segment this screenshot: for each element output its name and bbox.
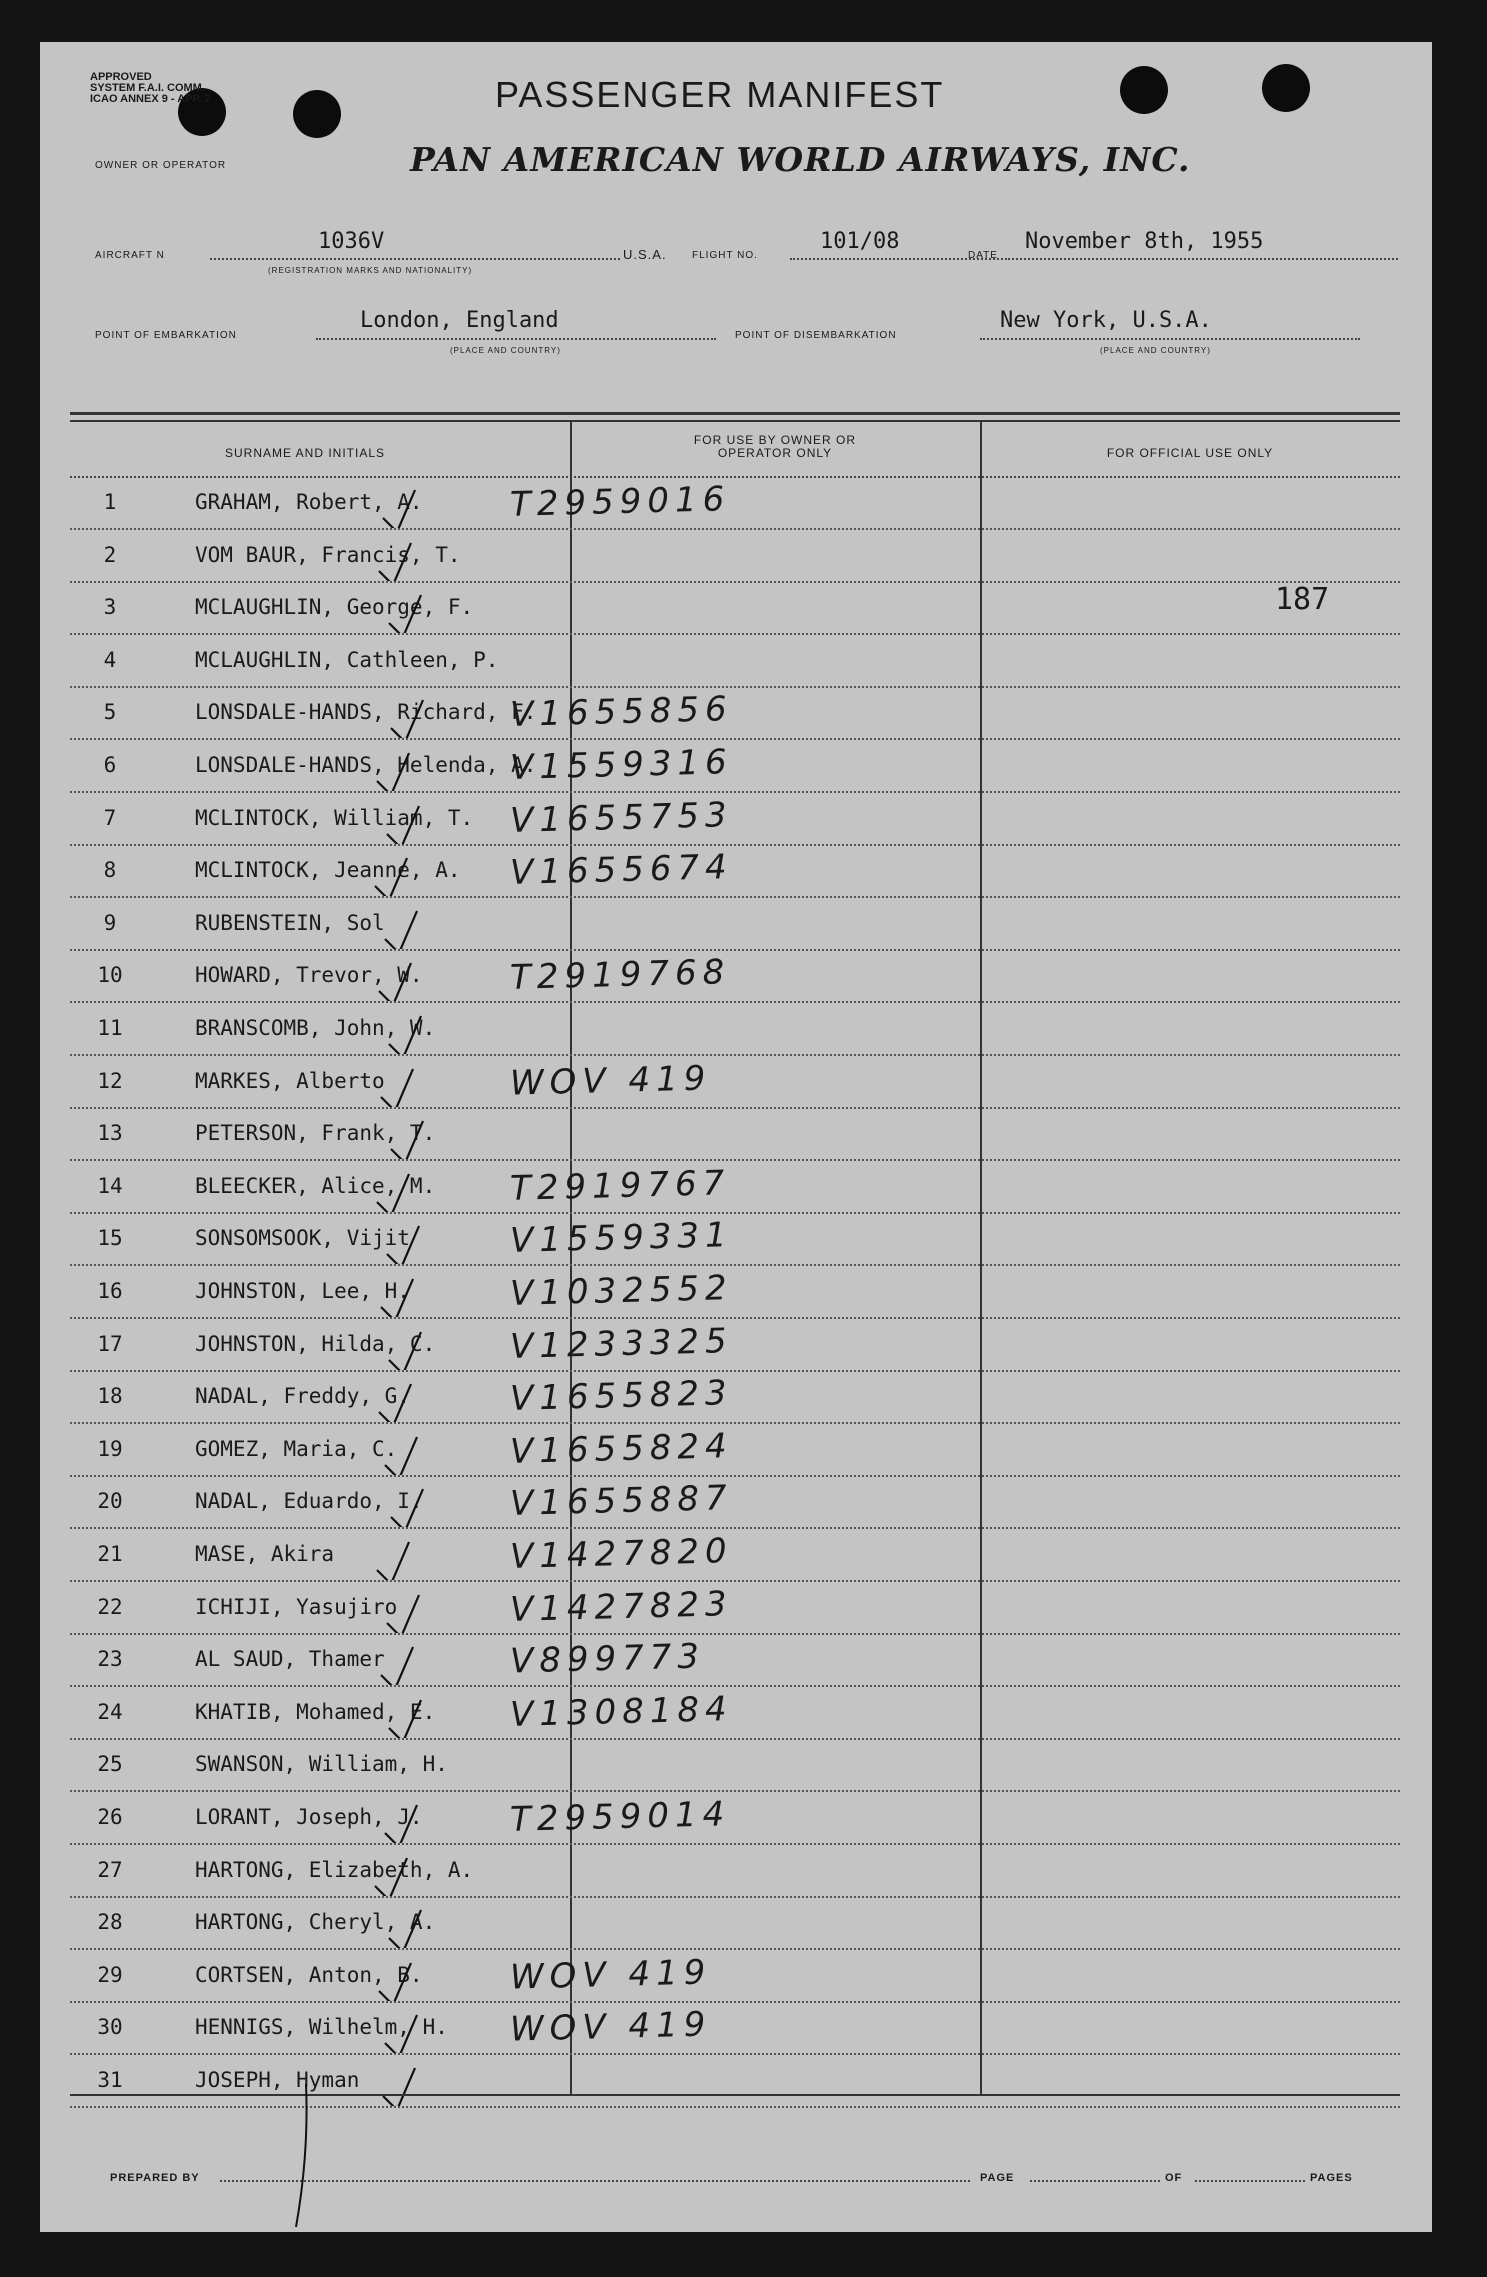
- passenger-name: NADAL, Eduardo, I.: [195, 1489, 423, 1514]
- check-mark-icon: [369, 1534, 449, 1580]
- aircraft-value: 1036V: [318, 229, 385, 254]
- punch-hole: [293, 90, 341, 138]
- passport-number: V1233325: [509, 1320, 734, 1367]
- passport-number: WOV 419: [509, 1057, 712, 1104]
- table-row: [70, 1477, 1400, 1529]
- row-number: 25: [97, 1752, 123, 1777]
- col-header-official: FOR OFFICIAL USE ONLY: [1106, 446, 1274, 460]
- table-row: [70, 846, 1400, 898]
- table-row: [70, 1004, 1400, 1056]
- passenger-name: GRAHAM, Robert, A.: [195, 490, 423, 514]
- check-mark-icon: [379, 1587, 459, 1633]
- disembarkation-value: New York, U.S.A.: [1000, 308, 1212, 333]
- table-row: [70, 1214, 1400, 1266]
- row-number: 28: [97, 1910, 123, 1935]
- passport-number: V1427823: [509, 1583, 734, 1630]
- row-number: 23: [97, 1647, 123, 1672]
- row-number: 12: [97, 1068, 123, 1093]
- check-mark-icon: [369, 745, 449, 791]
- passport-number: WOV 419: [509, 1952, 712, 1998]
- row-number: 5: [103, 700, 117, 725]
- passport-number: V1655856: [509, 689, 734, 736]
- check-mark-icon: [371, 1376, 451, 1422]
- row-number: 15: [97, 1226, 123, 1251]
- passport-number: V1655887: [509, 1478, 734, 1525]
- row-number: 18: [97, 1384, 123, 1409]
- table-row: [70, 1846, 1400, 1898]
- check-mark-icon: [377, 1797, 457, 1843]
- table-row: [70, 1057, 1400, 1109]
- punch-hole: [1262, 64, 1310, 112]
- passport-number: T2919767: [509, 1162, 731, 1209]
- passenger-name: JOHNSTON, Hilda, C.: [195, 1331, 436, 1356]
- passenger-name: NADAL, Freddy, G.: [195, 1384, 410, 1409]
- passport-number: V899773: [509, 1636, 706, 1682]
- row-number: 2: [103, 542, 117, 567]
- row-number: 19: [97, 1436, 123, 1461]
- passenger-name: BLEECKER, Alice, M.: [195, 1173, 436, 1198]
- operator-name: PAN AMERICAN WORLD AIRWAYS, INC.: [410, 140, 1191, 179]
- passenger-name: AL SAUD, Thamer: [195, 1647, 385, 1672]
- row-number: 4: [103, 647, 117, 672]
- passenger-name: JOSEPH, Hyman: [195, 2068, 360, 2092]
- passenger-name: MCLAUGHLIN, George, F.: [195, 595, 474, 620]
- table-row: [70, 1372, 1400, 1424]
- passenger-name: CORTSEN, Anton, B.: [195, 1962, 423, 1987]
- row-number: 8: [103, 858, 117, 883]
- table-row: [70, 1635, 1400, 1687]
- passenger-name: ICHIJI, Yasujiro: [195, 1594, 398, 1619]
- prepared-by-label: PREPARED BY: [110, 2172, 200, 2184]
- row-number: 17: [97, 1331, 123, 1356]
- check-mark-icon: [381, 1692, 461, 1738]
- table-row: [70, 2003, 1400, 2055]
- row-number: 31: [97, 2068, 123, 2092]
- passenger-name: SWANSON, William, H.: [195, 1752, 448, 1777]
- approval-stamp: APPROVED SYSTEM F.A.I. COMM. ICAO ANNEX 9 - APP. 2: [90, 71, 211, 105]
- passport-number: V1655753: [509, 794, 734, 841]
- table-row: [70, 1425, 1400, 1477]
- passport-number: V1559316: [509, 742, 734, 788]
- owner-label: OWNER OR OPERATOR: [95, 160, 227, 171]
- table-row: [70, 1162, 1400, 1214]
- table-row: [70, 1740, 1400, 1792]
- check-mark-icon: [381, 587, 461, 633]
- passenger-name: PETERSON, Frank, T.: [195, 1121, 436, 1146]
- table-row: [70, 1898, 1400, 1950]
- passenger-name: MCLINTOCK, William, T.: [195, 805, 474, 830]
- passenger-name: HENNIGS, Wilhelm, H.: [195, 2015, 448, 2040]
- passenger-name: MCLINTOCK, Jeanne, A.: [195, 858, 461, 883]
- table-row: [70, 2056, 1400, 2108]
- row-number: 1: [103, 490, 117, 514]
- check-mark-icon: [371, 955, 451, 1001]
- table-row: [70, 688, 1400, 740]
- table-row: [70, 1951, 1400, 2003]
- passenger-name: VOM BAUR, Francis, T.: [195, 542, 461, 567]
- passenger-name: RUBENSTEIN, Sol: [195, 910, 385, 935]
- passenger-name: HOWARD, Trevor, W.: [195, 963, 423, 988]
- check-mark-icon: [369, 1166, 449, 1212]
- table-row: [70, 531, 1400, 583]
- passenger-name: KHATIB, Mohamed, E.: [195, 1699, 436, 1724]
- check-mark-icon: [379, 1218, 459, 1264]
- row-number: 9: [103, 910, 117, 935]
- passport-number: T2959016: [509, 479, 731, 525]
- row-number: 14: [97, 1173, 123, 1198]
- passenger-name: LORANT, Joseph, J.: [195, 1805, 423, 1829]
- check-mark-icon: [377, 2007, 457, 2053]
- embarkation-value: London, England: [360, 308, 559, 333]
- check-mark-icon: [383, 1113, 463, 1159]
- check-mark-icon: [373, 1061, 453, 1107]
- row-number: 3: [103, 595, 117, 620]
- passenger-name: MARKES, Alberto: [195, 1068, 385, 1093]
- passenger-name: SONSOMSOOK, Vijit: [195, 1226, 410, 1251]
- passport-number: V1655674: [509, 847, 734, 894]
- check-mark-icon: [371, 535, 451, 581]
- passport-number: V1308184: [509, 1688, 734, 1735]
- table-row: [70, 1793, 1400, 1845]
- passport-number: T2919768: [509, 952, 731, 999]
- check-mark-icon: [381, 1008, 461, 1054]
- table-row: [70, 899, 1400, 951]
- signature-stroke: [290, 2082, 320, 2232]
- check-mark-icon: [377, 1429, 457, 1475]
- table-row: [70, 741, 1400, 793]
- passenger-name: HARTONG, Cheryl, A.: [195, 1910, 436, 1935]
- table-row: [70, 1530, 1400, 1582]
- row-number: 29: [97, 1962, 123, 1987]
- check-mark-icon: [383, 1481, 463, 1527]
- passport-number: V1032552: [509, 1268, 734, 1314]
- table-row: [70, 1688, 1400, 1740]
- table-row: [70, 1109, 1400, 1161]
- row-number: 20: [97, 1489, 123, 1514]
- row-number: 7: [103, 805, 117, 830]
- official-note: 187: [1275, 582, 1330, 617]
- col-header-owner: FOR USE BY OWNER OR OPERATOR ONLY: [693, 433, 857, 460]
- col-header-name: SURNAME AND INITIALS: [224, 446, 386, 460]
- check-mark-icon: [367, 850, 447, 896]
- table-row: [70, 951, 1400, 1003]
- check-mark-icon: [381, 1902, 461, 1948]
- table-row: [70, 636, 1400, 688]
- row-number: 13: [97, 1121, 123, 1146]
- punch-hole: [1120, 66, 1168, 114]
- check-mark-icon: [379, 798, 459, 844]
- table-row: [70, 583, 1400, 635]
- passport-number: V1427820: [509, 1531, 734, 1577]
- row-number: 24: [97, 1699, 123, 1724]
- row-number: 16: [97, 1279, 123, 1303]
- check-mark-icon: [375, 482, 455, 528]
- page-title: PASSENGER MANIFEST: [495, 74, 945, 115]
- row-number: 30: [97, 2015, 123, 2040]
- check-mark-icon: [373, 1271, 453, 1317]
- passenger-name: MASE, Akira: [195, 1542, 335, 1566]
- passport-number: T2959014: [509, 1794, 731, 1840]
- row-number: 21: [97, 1542, 123, 1566]
- row-number: 11: [97, 1016, 123, 1040]
- passenger-name: HARTONG, Elizabeth, A.: [195, 1857, 474, 1882]
- table-row: [70, 1320, 1400, 1372]
- manifest-document: APPROVED SYSTEM F.A.I. COMM. ICAO ANNEX 9 - APP. 2 PASSENGER MANIFEST OWNER OR OPERATOR PAN AMERICAN WORLD AIRWAYS, INC. AIRCRAFT N 1036V (REGISTRATION MARKS AND NATIONALITY) U.S.A. FLIGHT NO. 101/08 DATE November 8th, 1955 POINT OF EMBARKATION London, England (PLACE AND COUNTRY) POINT OF DISEMBARKATION New York, U.S.A. (PLACE AND COUNTRY) SURNAME AND INITIALS FOR USE BY OWNER OR OPERATOR ONLY FOR OFFICIAL USE ONLY 1 GRAHAM, Robert, A. T2959016 2 VOM BAUR, Francis, T. 3 MCLAUGHLIN, George, F. 4 MCLAUGHLIN, Cathleen, P. 5 LONSDALE-HANDS, Richard, F. V1655856 6 LONSDALE-HANDS, Helenda, A. V1559316 7 MCLINTOCK, William, T. V1655753 8 MCLINTOCK, Jeanne, A. V1655674 9 RUBENSTEIN, Sol 10 HOWARD, Trevor, W. T2919768 11 BRANSCOMB, John, W. 12 MARKES, Alberto WOV 419 13 PETERSON, Frank, T. 14 BLEECKER, Alice, M. T2919767 15 SONSOMSOOK, Vijit V1559331 16 JOHNSTON, Lee, H. V1032552 17 JOHNSTON, Hilda, C. V1233325 18 NADAL, Freddy, G. V1655823 19 GOMEZ, Maria, C. V1655824 20 NADAL, Eduardo, I. V1655887 21 MASE, Akira V1427820 22 ICHIJI, Yasujiro V1427823 23 AL SAUD, Thamer V899773 24 KHATIB, Mohamed, E. V1308184 25 SWANSON, William, H. 26 LORANT, Joseph, J. T2959014 27 HARTONG, Elizabeth, A. 28 HARTONG, Cheryl, A. 29 CORTSEN, Anton, B. WOV 419 30 HENNIGS, Wilhelm, H. WOV 419 31 JOSEPH, Hyman 187 PREPARED BY PAGE OF PAGES: [40, 42, 1432, 2232]
- row-number: 6: [103, 753, 117, 777]
- passenger-name: BRANSCOMB, John, W.: [195, 1016, 436, 1040]
- table-row: [70, 794, 1400, 846]
- check-mark-icon: [377, 903, 457, 949]
- passport-number: V1655823: [509, 1373, 734, 1420]
- passenger-name: GOMEZ, Maria, C.: [195, 1436, 398, 1461]
- passenger-name: LONSDALE-HANDS, Helenda, A.: [195, 753, 537, 777]
- check-mark-icon: [371, 1955, 451, 2001]
- table-row: [70, 1583, 1400, 1635]
- check-mark-icon: [381, 1324, 461, 1370]
- aircraft-label: AIRCRAFT N: [95, 250, 165, 261]
- passport-number: V1559331: [509, 1215, 734, 1262]
- row-number: 26: [97, 1805, 123, 1829]
- passenger-name: JOHNSTON, Lee, H.: [195, 1279, 410, 1303]
- check-mark-icon: [375, 2060, 455, 2106]
- passenger-name: MCLAUGHLIN, Cathleen, P.: [195, 647, 499, 672]
- check-mark-icon: [383, 692, 463, 738]
- check-mark-icon: [367, 1850, 447, 1896]
- table-row: [70, 478, 1400, 530]
- flight-value: 101/08: [820, 229, 900, 254]
- passport-number: WOV 419: [509, 2004, 712, 2051]
- row-number: 27: [97, 1857, 123, 1882]
- row-number: 10: [97, 963, 123, 988]
- passport-number: V1655824: [509, 1425, 734, 1472]
- row-number: 22: [97, 1594, 123, 1619]
- table-row: [70, 1267, 1400, 1319]
- passenger-name: LONSDALE-HANDS, Richard, F.: [195, 700, 537, 725]
- date-value: November 8th, 1955: [1025, 229, 1264, 254]
- check-mark-icon: [373, 1639, 453, 1685]
